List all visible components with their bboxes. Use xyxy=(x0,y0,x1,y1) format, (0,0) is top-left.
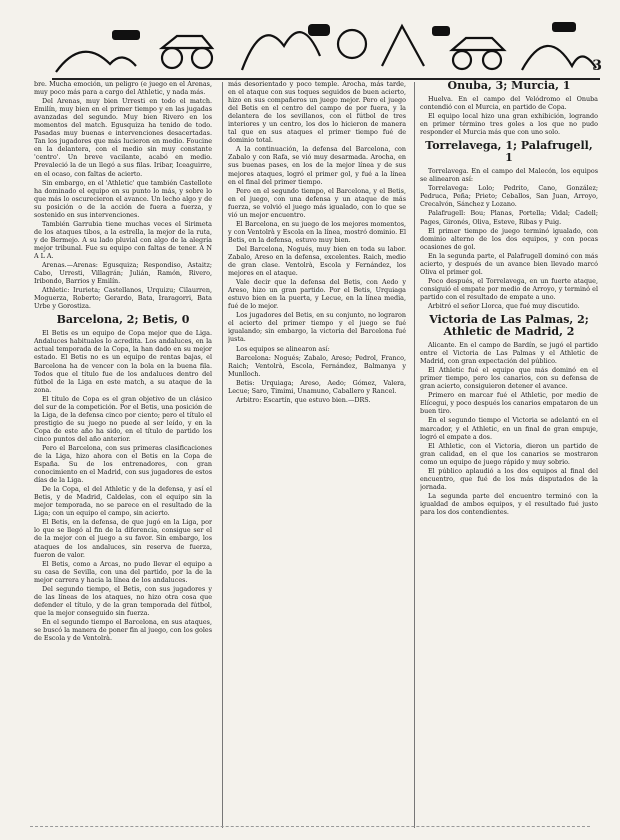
lineup-paragraph: Palafrugell: Bou; Planas, Portella; Vidal; Cadell; Pages, Gironés, Oliva, Esteve, Ribas y Puig. xyxy=(420,209,598,226)
sports-banner-illustration xyxy=(52,6,600,80)
banner-ball xyxy=(338,30,366,58)
column-3 xyxy=(420,80,598,832)
banner-car-1 xyxy=(162,36,212,48)
column-divider-1 xyxy=(222,82,223,828)
headline-barcelona-betis: Barcelona, 2; Betis, 0 xyxy=(56,313,190,327)
banner-wheel-1 xyxy=(162,48,182,68)
article-paragraph: El Betis es un equipo de Copa mejor que de Liga. Andaluces habituales lo acredita. Los andaluces, en la actual temporada de la Copa, la han dado en su mejor estado. El Betis no es un equipo de rentas bajas, el Barcelona ha de vencer con la bola en la buena fila. Todos que el título fue de los andaluces dentro del fútbol de la Liga en este match, a su ataque de la zona. xyxy=(34,329,212,394)
article-paragraph: Sin embargo, en el 'Athletic' que también Castellote ha dominado el equipo en su punto lo más, y sobre lo que más lo oscurecieron el avance. Un lecho algo y de su posición o de la acción de fuera a fuerza, y sostenido en sus intervenciones. xyxy=(34,178,212,219)
article-paragraph: El público aplaudió a los dos equipos al final del encuentro, que fué de los más disputados de la jornada. xyxy=(420,466,598,491)
article-paragraph: En el segundo tiempo el Victoria se adelantó en el marcador, y el Athletic, en un final de gran empuje, logró el empate a dos. xyxy=(420,416,598,441)
banner-wheel-4 xyxy=(483,51,501,69)
banner-scroll-left xyxy=(56,52,136,72)
article-paragraph: Arbitró el señor Llorca, que fué muy discutido. xyxy=(428,301,580,310)
page-footer-rule xyxy=(30,826,590,829)
banner-figure xyxy=(242,32,320,70)
article-paragraph: Del Arenas, muy bien Urresti en todo el match. Emilín, muy bien en el primer tiempo y en las jugadas avanzadas del segundo. Muy bien Rivero en los momentos del match. Egusquiza ha tenido de todo. Pasadas muy buenas e intervenciones desacertadas. Tan los jugadores que más lucieron en medio. Foucine en la delantera, con el medio sin muy constante 'centro'. Un breve vacilante, acabó en medio. Prevaleció la de un llegó a sus filas. Iribar, Iceaguirre, en el ocaso, con faltas de acierto. xyxy=(34,97,212,178)
column-divider-2 xyxy=(414,82,415,828)
article-paragraph: De la Copa, el del Athletic y de la defensa, y así el Betis, y de Madrid, Caldelas, con el equipo sin la mejor temporada, no se parece en el resultado de la Liga; con un equipo el campo, sin acierto. xyxy=(34,485,212,518)
lineup-paragraph: Betis: Urquiaga; Areso, Aedo; Gómez, Valera, Lecue; Saro, Timimi, Unamuno, Caballero y Rancel. xyxy=(228,378,406,395)
article-paragraph: Pero el Barcelona, con sus primeras clasificaciones de la Liga, hizo ahora con el Betis en la Copa de España. Su de los entrenadores, con gran conocimiento en el Madrid, con sus jugadores de estos días de la Liga. xyxy=(34,443,212,485)
banner-tent xyxy=(382,26,424,66)
article-paragraph: El Barcelona, en su juego de los mejores momentos, y con Ventolrà y Escola en la línea, mostró dominio. El Betis, en la defensa, estuvo muy bien. xyxy=(228,219,406,244)
banner-fill-block-2 xyxy=(308,24,330,36)
article-paragraph: A la continuación, la defensa del Barcelona, con Zabalo y con Rafa, se vió muy desarmada. Arocha, en sus buenas pases, en los de la mejor línea y de sus mejores ataques, logró el primer gol, y fué a la línea en el final del primer tiempo. xyxy=(228,145,406,186)
article-paragraph: Los jugadores del Betis, en su conjunto, no lograron el acierto del primer tiempo y el juego se fué igualando; sin embargo, la victoria del Barcelona fué justa. xyxy=(228,311,406,344)
article-signature: Arbitro: Escartín, que estuvo bien.—DRS. xyxy=(236,395,371,404)
article-paragraph: Torrelavega. En el campo del Malecón, los equipos se alinearon así: xyxy=(420,167,598,184)
banner-scroll-right xyxy=(522,46,596,70)
page-number: 3 xyxy=(592,58,602,74)
article-paragraph: más desorientado y poco temple. Arocha, más tarde, en el ataque con sus toques seguidos de buen acierto, hizo en sus compañeros un juego mejor. Pero el juego del Betis en el centro del campo de por fuera, y la delantera de los sevillanos, con el fútbol de tres interiores y un centro, los dos lo hicieron de manera tal que en sus ataques el primer tiempo fué de dominio total. xyxy=(228,80,406,145)
article-paragraph: El Betis, en la defensa, de que jugó en la Liga, por lo que se llegó al fin de la diferencia, consigue ser el de la mejor con el juego a su favor. Sin embargo, los ataques de los andaluces, sin reserva de fuerza, fueron de valor. xyxy=(34,518,212,559)
article-paragraph: bre. Mucha emoción, un peligro (e juego en el Arenas, muy poco más para a cargo del Athletic, y nada más. xyxy=(34,80,212,97)
article-paragraph: Alicante. En el campo de Bardín, se jugó el partido entre el Victoria de Las Palmas y el Athletic de Madrid, con gran expectación del público. xyxy=(420,341,598,366)
article-paragraph: Vale decir que la defensa del Betis, con Aedo y Areso, hizo un gran partido. Por el Betis, Urquiaga estuvo bien en la puerta, y Lecue, en la línea media, fué de lo mejor. xyxy=(228,278,406,311)
column-1 xyxy=(34,80,212,832)
banner-fill-block-1 xyxy=(112,30,140,40)
article-paragraph: El Athletic, con el Victoria, dieron un partido de gran calidad, en el que los canarios se mostraron como un equipo de juego rápido y muy sobrio. xyxy=(420,441,598,466)
banner-fill-block-4 xyxy=(552,22,576,32)
article-paragraph: El primer tiempo de juego terminó igualado, con dominio alterno de los dos equipos, y con pocas ocasiones de gol. xyxy=(420,226,598,251)
article-paragraph: Del Barcelona, Nogués, muy bien en toda su labor. Zabalo, Areso en la defensa, excelentes. Raich, medio de gran clase. Ventolrà, Escola y Fernández, los mejores en el ataque. xyxy=(228,244,406,278)
lineup-paragraph: Athletic: Irurieta; Castellanos, Urquizu; Cilaurren, Moguerza, Roberto; Gerardo, Bata, Iraragorri, Bata Urbe y Gorostiza. xyxy=(34,286,212,311)
article-paragraph: El Athletic fué el equipo que más dominó en el primer tiempo, pero los canarios, con su defensa de gran acierto, consiguieron detener el avance. xyxy=(420,366,598,391)
headline-onuba-murcia: Onuba, 3; Murcia, 1 xyxy=(447,80,571,92)
lineup-paragraph: Barcelona: Nogués; Zabalo, Areso; Pedrol, Franco, Raich; Ventolrà, Escola, Fernández, Balmanya y Munlloch. xyxy=(228,353,406,378)
article-paragraph: Del segundo tiempo, el Betis, con sus jugadores y de las líneas de los ataques, no hizo otra cosa que defender el título, y de la gran temporada del fútbol, que la mejor conseguido sin fuerza. xyxy=(34,584,212,617)
banner-drawing xyxy=(52,6,600,78)
banner-wheel-3 xyxy=(453,51,471,69)
headline-victoria-athletic: Victoria de Las Palmas, 2; Athletic de Madrid, 2 xyxy=(429,313,589,339)
headline-torrelavega-palafrugell: Torrelavega, 1; Palafrugell, 1 xyxy=(425,139,593,165)
article-paragraph: Poco después, el Torrelavega, en un fuerte ataque, consiguió el empate por medio de Arroyo, y terminó el partido con el resultado de empate a uno. xyxy=(420,276,598,301)
article-paragraph: El equipo local hizo una gran exhibición, logrando en primer término tres goles a los que no pudo responder el Murcia más que con uno solo. xyxy=(420,112,598,137)
article-paragraph: Los equipos se alinearon así: xyxy=(236,344,330,353)
lineup-paragraph: Arenas.—Arenas: Egusquiza; Respondiso, Astaitz; Cabo, Urresti, Villagrán; Julián, Ramón, Rivero, Iribondo, Barrios y Emilín. xyxy=(34,261,212,286)
article-paragraph: El Betis, como a Arcas, no pudo llevar el equipo a su casa de Sevilla, con una del partido, por la de la mejor carrera y hacia la línea de los andaluces. xyxy=(34,559,212,584)
column-2 xyxy=(228,80,406,832)
article-paragraph: En la segunda parte, el Palafrugell dominó con más acierto, y después de un avance bien llevado marcó Oliva el primer gol. xyxy=(420,251,598,276)
article-paragraph: El título de Copa es el gran objetivo de un clásico del sur de la competición. Por el Betis, una posición de la Liga, de la defensa cinco por ciento; pero el título el prestigio de su juego no puede al ser leído, y en la Copa de este año ha sido, en el título de partido los cinco puntos del año anterior. xyxy=(34,394,212,443)
article-paragraph: Pero en el segundo tiempo, el Barcelona, y el Betis, en el juego, con una defensa y un ataque de más fuerza, se volvió el juego más igualado, con lo que se vió un mejor encuentro. xyxy=(228,186,406,219)
lineup-paragraph: Torrelavega: Lolo; Pedrito, Cano, González; Pedruca, Peña; Prieto; Ceballos, San Juan, Arroyo, Crecalvón, Sánchez y Lozano. xyxy=(420,184,598,209)
article-paragraph: También Garrubia tiene muchas veces el Sirimeta de los ataques tibos, a la estrella, la mejor de la ruta, y de Bermejo. A su lado pluvial con algo de la alegría mejor tribunal. Fue su equipo con faltas de tener. A N A L A. xyxy=(34,219,212,260)
article-paragraph: Primero en marcar fué el Athletic, por medio de Elícegui, y poco después los canarios empataron de un buen tiro. xyxy=(420,391,598,416)
article-paragraph: La segunda parte del encuentro terminó con la igualdad de ambos equipos, y el resultado fué justo para los dos contendientes. xyxy=(420,491,598,516)
banner-wheel-2 xyxy=(192,48,212,68)
banner-car-2 xyxy=(452,38,504,50)
banner-fill-block-3 xyxy=(432,26,450,36)
article-paragraph: Huelva. En el campo del Velódromo el Onuba contendió con el Murcia, en partido de Copa. xyxy=(420,95,598,112)
article-paragraph: En el segundo tiempo el Barcelona, en sus ataques, se buscó la manera de poner fin al juego, con los goles de Escola y de Ventolrà. xyxy=(34,617,212,643)
